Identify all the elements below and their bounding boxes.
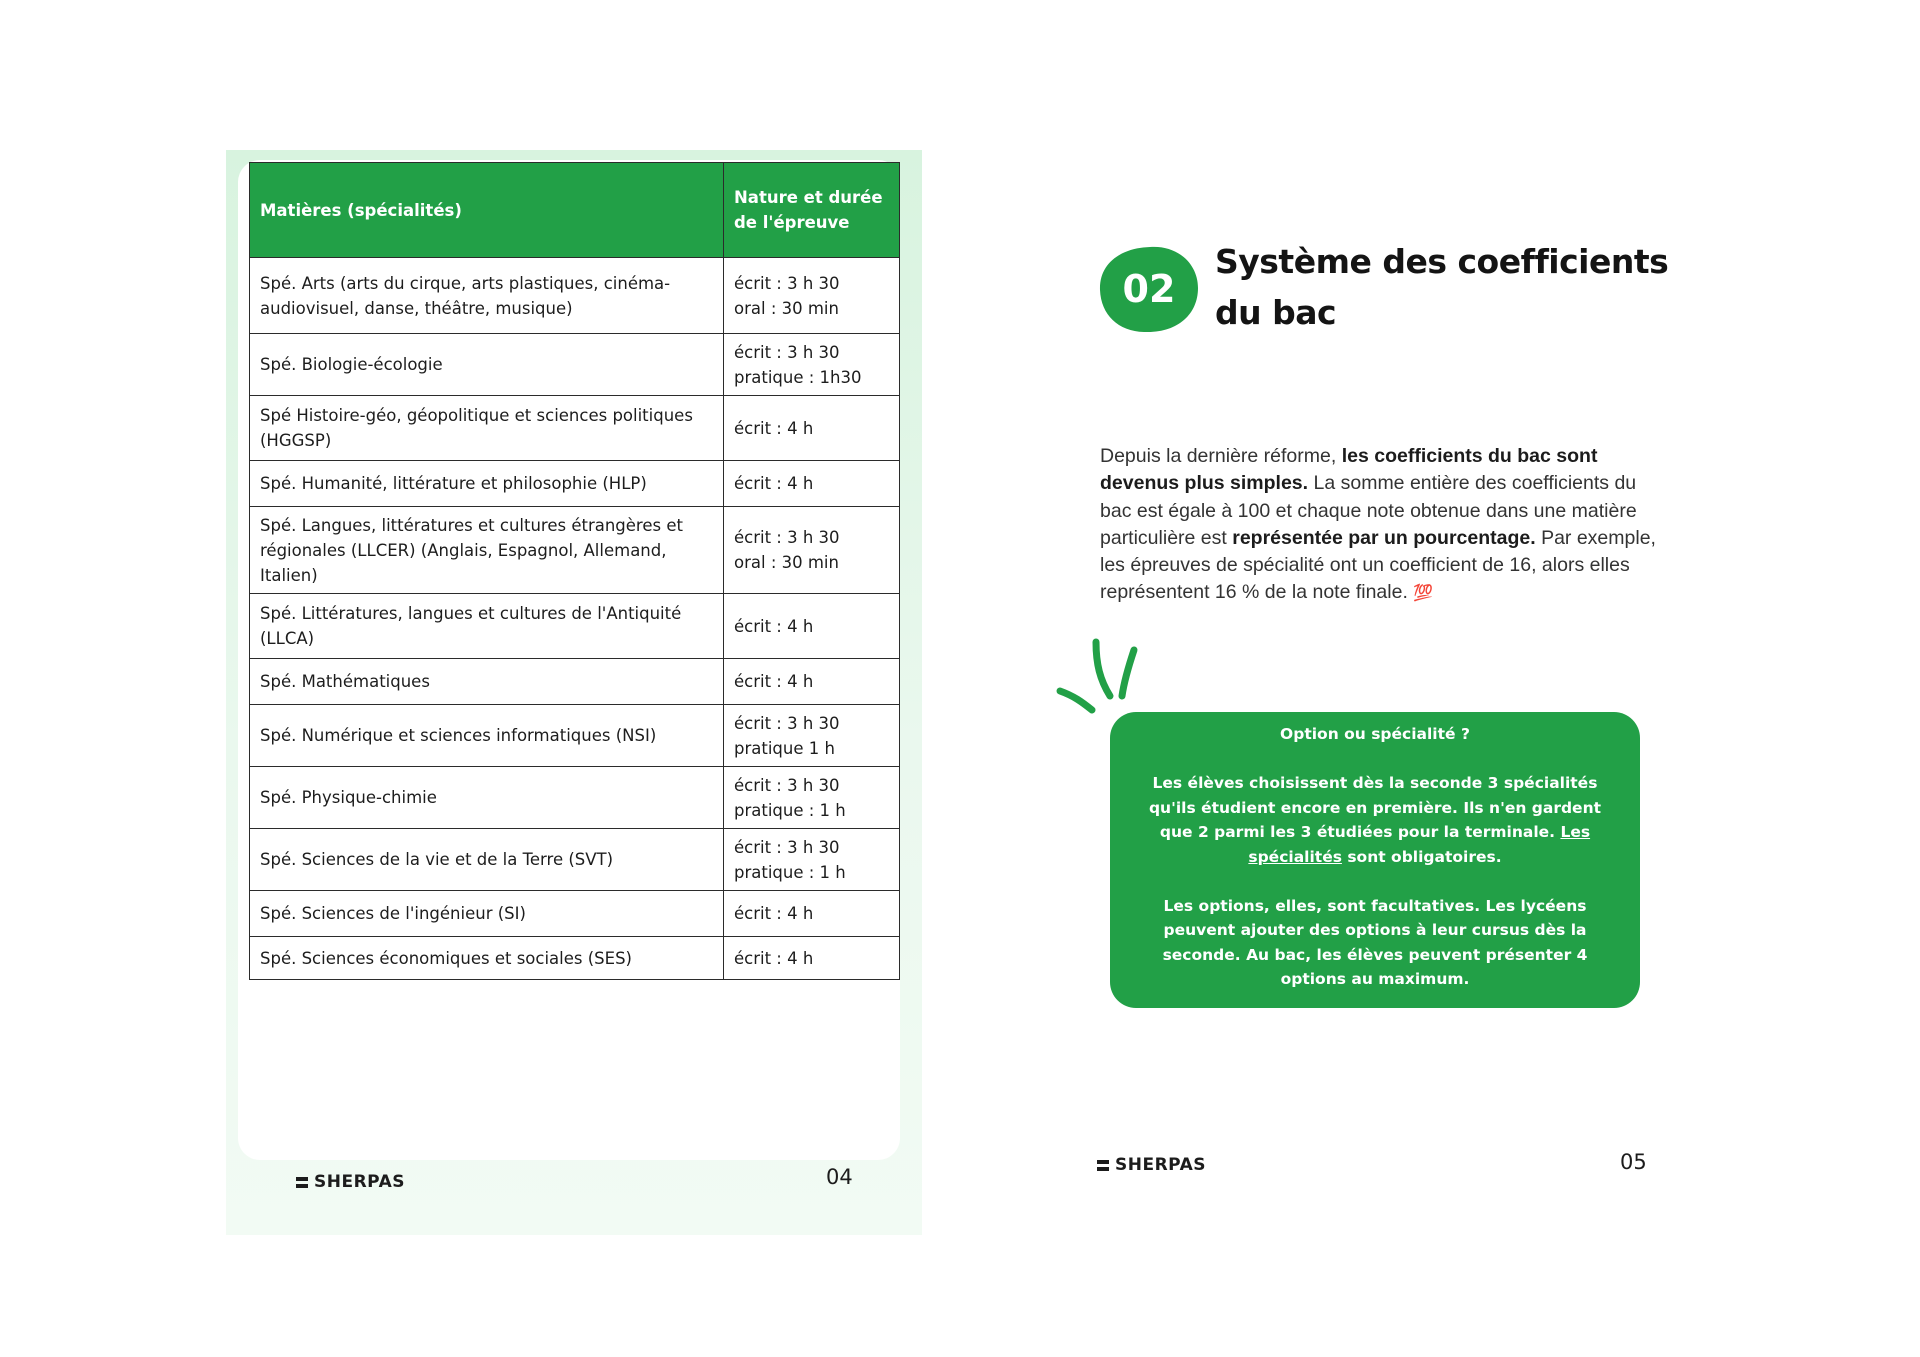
subject-cell: [250, 594, 724, 659]
callout-title: Option ou spécialité ?: [1280, 725, 1470, 743]
subject-text: Spé. Mathématiques: [260, 672, 430, 691]
subject-cell: [250, 461, 724, 507]
table-row: [250, 396, 900, 461]
table-row: [250, 937, 900, 980]
intro-paragraph: [1100, 443, 1660, 608]
table-body: [250, 258, 900, 980]
table-row: [250, 829, 900, 891]
exam-text: écrit : 3 h 30 pratique : 1 h: [734, 775, 846, 820]
subject-cell: [250, 705, 724, 767]
exam-text: écrit : 3 h 30 oral : 30 min: [734, 273, 840, 318]
exam-text: écrit : 4 h: [734, 672, 814, 691]
exam-text: écrit : 4 h: [734, 948, 814, 968]
table-row: [250, 594, 900, 659]
subject-text: Spé Histoire-géo, géopolitique et sciences politiques (HGGSP): [260, 406, 693, 450]
exam-cell: [724, 334, 900, 396]
brand-name: SHERPAS: [314, 1172, 405, 1192]
callout-box: [1110, 712, 1640, 1008]
exam-cell: [724, 594, 900, 659]
table-row: [250, 334, 900, 396]
table-row: [250, 461, 900, 507]
subject-text: Spé. Arts (arts du cirque, arts plastiques, cinéma- audiovisuel, danse, théâtre, musique): [260, 273, 671, 318]
intro-text-1: Depuis la dernière réforme,: [1100, 445, 1342, 467]
subject-cell: [250, 334, 724, 396]
specialties-link[interactable]: Les spécialités: [1248, 823, 1591, 866]
exam-cell: [724, 937, 900, 980]
exam-cell: [724, 507, 900, 594]
intro-bold-1: les coefficients du bac sont devenus plus simples.: [1100, 445, 1598, 495]
subject-cell: [250, 891, 724, 937]
footer-brand-left: [296, 1172, 405, 1192]
exam-cell: [724, 659, 900, 705]
intro-text-2: La somme entière des coefficients du bac est égale à 100 et chaque note obtenue dans une matière particulière est: [1100, 472, 1637, 549]
subject-text: Spé. Numérique et sciences informatiques (NSI): [260, 726, 657, 745]
intro-text-3: Par exemple, les épreuves de spécialité ont un coefficient de 16, alors elles représentent 16 % de la note finale.: [1100, 526, 1656, 604]
subject-cell: [250, 659, 724, 705]
table-row: [250, 705, 900, 767]
subject-text: Spé. Littératures, langues et cultures de l'Antiquité (LLCA): [260, 604, 682, 648]
exam-cell: [724, 891, 900, 937]
exam-cell: [724, 461, 900, 507]
section-title: Système des coefficients du bac: [1215, 242, 1669, 332]
exam-cell: [724, 258, 900, 334]
subject-text: Spé. Sciences de la vie et de la Terre (SVT): [260, 850, 614, 869]
page-number-right: 05: [1620, 1150, 1647, 1174]
section-number: 02: [1122, 267, 1176, 311]
exam-text: écrit : 4 h: [734, 474, 814, 493]
callout-paragraph-1: [1130, 771, 1620, 869]
sherpas-logo-icon: [1097, 1160, 1109, 1171]
subject-cell: [250, 937, 724, 980]
exam-cell: [724, 396, 900, 461]
subject-text: Spé. Physique-chimie: [260, 788, 437, 807]
brand-name: SHERPAS: [1115, 1155, 1206, 1175]
table-row: [250, 891, 900, 937]
exam-text: écrit : 3 h 30 pratique : 1h30: [734, 342, 862, 387]
subject-cell: [250, 829, 724, 891]
subject-text: Spé. Biologie-écologie: [260, 355, 443, 374]
table-row: [250, 659, 900, 705]
exam-cell: [724, 829, 900, 891]
table-row: [250, 507, 900, 594]
table-header-row: [250, 163, 900, 258]
callout-paragraph-2: Les options, elles, sont facultatives. Les lycéens peuvent ajouter des options à leur cursus dès la seconde. Au bac, les élèves peuvent présenter 4 options au maximum.: [1162, 896, 1588, 988]
page-number-left: 04: [826, 1165, 853, 1189]
footer-brand-right: [1097, 1155, 1206, 1175]
exam-text: écrit : 4 h: [734, 904, 814, 923]
exam-cell: [724, 767, 900, 829]
subject-text: Spé. Sciences de l'ingénieur (SI): [260, 904, 526, 923]
exam-text: écrit : 4 h: [734, 418, 814, 438]
callout-p1-text: Les élèves choisissent dès la seconde 3 spécialités qu'ils étudient encore en première. Ils n'en gardent que 2 parmi les 3 étudiées pour la terminale.: [1148, 774, 1602, 841]
subject-cell: [250, 258, 724, 334]
exam-text: écrit : 3 h 30 pratique : 1 h: [734, 837, 846, 882]
header-exam: Nature et durée de l'épreuve: [724, 163, 900, 258]
callout-p1-end: sont obligatoires.: [1341, 847, 1502, 866]
subject-text: Spé. Sciences économiques et sociales (SES): [260, 948, 632, 968]
table-row: [250, 767, 900, 829]
exam-cell: [724, 705, 900, 767]
exam-text: écrit : 3 h 30 pratique 1 h: [734, 713, 840, 758]
specialties-table: [249, 162, 900, 980]
subject-text: Spé. Humanité, littérature et philosophie (HLP): [260, 474, 647, 493]
exam-text: écrit : 3 h 30 oral : 30 min: [734, 528, 840, 572]
header-subjects: Matières (spécialités): [250, 163, 724, 258]
sherpas-logo-icon: [296, 1177, 308, 1188]
intro-bold-2: représentée par un pourcentage.: [1232, 526, 1536, 549]
hundred-points-icon: 💯: [1413, 585, 1434, 603]
table-row: [250, 258, 900, 334]
subject-cell: [250, 507, 724, 594]
subject-cell: [250, 767, 724, 829]
exam-text: écrit : 4 h: [734, 616, 814, 636]
subject-cell: [250, 396, 724, 461]
subject-text: Spé. Langues, littératures et cultures étrangères et régionales (LLCER) (Anglais, Espagnol, Allemand, Italien): [260, 515, 683, 585]
